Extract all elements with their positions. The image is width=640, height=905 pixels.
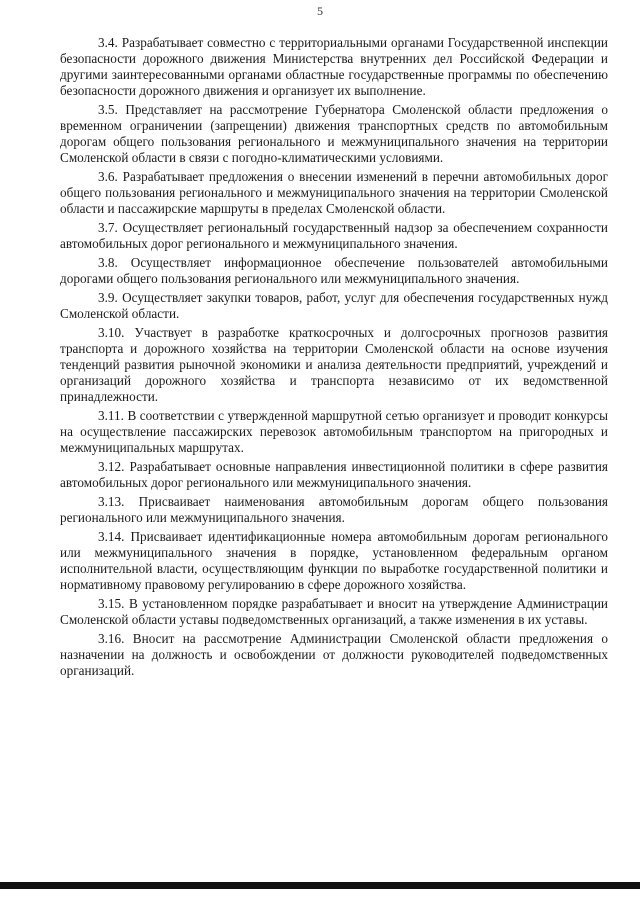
- paragraph-3-15: 3.15. В установленном порядке разрабатывает и вносит на утверждение Администрации Смоленской области уставы подведомственных организаций, а также изменения в их уставы.: [60, 596, 608, 627]
- paragraph-3-5: 3.5. Представляет на рассмотрение Губернатора Смоленской области предложения о временном ограничении (запрещении) движения транспортных средств по автомобильным дорогам общего пользования регионального и межмуниципального значения на территории Смоленской области в связи с погодно-климатическими условиями.: [60, 102, 608, 165]
- paragraph-3-12: 3.12. Разрабатывает основные направления инвестиционной политики в сфере развития автомобильных дорог регионального или межмуниципального значения.: [60, 459, 608, 490]
- paragraph-3-13: 3.13. Присваивает наименования автомобильным дорогам общего пользования регионального или межмуниципального значения.: [60, 494, 608, 525]
- document-body: [60, 35, 608, 682]
- bottom-border-bar: [0, 882, 640, 889]
- paragraph-3-4: 3.4. Разрабатывает совместно с территориальными органами Государственной инспекции безопасности дорожного движения Министерства внутренних дел Российской Федерации и другими заинтересованными органами областные государственные программы по обеспечению безопасности дорожного движения и организует их выполнение.: [60, 35, 608, 98]
- paragraph-3-8: 3.8. Осуществляет информационное обеспечение пользователей автомобильными дорогами общего пользования регионального или межмуниципального значения.: [60, 255, 608, 286]
- paragraph-3-11: 3.11. В соответствии с утвержденной маршрутной сетью организует и проводит конкурсы на осуществление пассажирских перевозок автомобильным транспортом на пригородных и межмуниципальных маршрутах.: [60, 408, 608, 455]
- paragraph-3-14: 3.14. Присваивает идентификационные номера автомобильным дорогам регионального или межмуниципального значения в порядке, установленном федеральным органом исполнительной власти, осуществляющим функции по выработке государственной политики и нормативному правовому регулированию в сфере дорожного хозяйства.: [60, 529, 608, 592]
- paragraph-3-7: 3.7. Осуществляет региональный государственный надзор за обеспечением сохранности автомобильных дорог регионального и межмуниципального значения.: [60, 220, 608, 251]
- page-number: 5: [317, 4, 323, 18]
- paragraph-3-9: 3.9. Осуществляет закупки товаров, работ, услуг для обеспечения государственных нужд Смоленской области.: [60, 290, 608, 321]
- paragraph-3-16: 3.16. Вносит на рассмотрение Администрации Смоленской области предложения о назначении на должность и освобождении от должности руководителей подведомственных организаций.: [60, 631, 608, 678]
- paragraph-3-10: 3.10. Участвует в разработке краткосрочных и долгосрочных прогнозов развития транспорта и дорожного хозяйства на территории Смоленской области на основе изучения тенденций развития рыночной экономики и анализа деятельности предприятий, учреждений и организаций дорожного хозяйства и транспорта независимо от их ведомственной принадлежности.: [60, 325, 608, 404]
- paragraph-3-6: 3.6. Разрабатывает предложения о внесении изменений в перечни автомобильных дорог общего пользования регионального и межмуниципального значения на территории Смоленской области и пассажирские маршруты в пределах Смоленской области.: [60, 169, 608, 216]
